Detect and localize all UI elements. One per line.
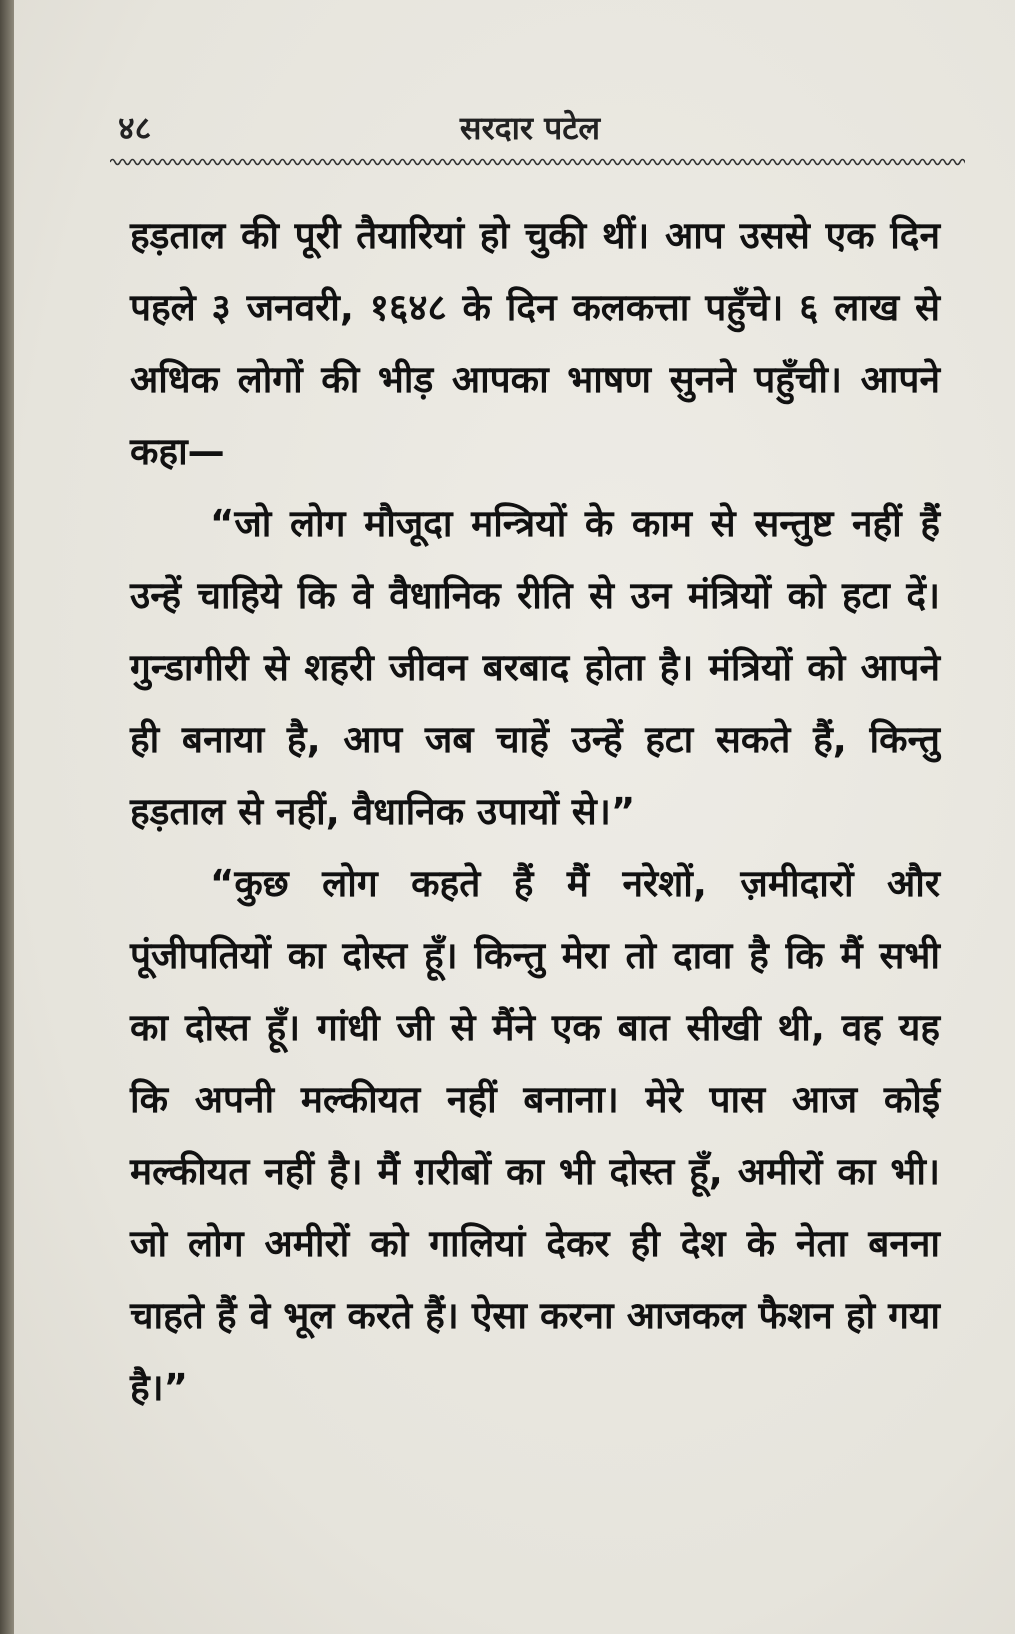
page-header <box>100 98 960 158</box>
running-title: सरदार पटेल <box>459 109 601 147</box>
body-text <box>130 200 940 1424</box>
page-number: ४८ <box>118 109 152 147</box>
paragraph-2-quote: “जो लोग मौजूदा मन्त्रियों के काम से सन्तुष्ट नहीं हैं उन्हें चाहिये कि वे वैधानिक रीति से उन मंत्रियों को हटा दें। गुन्डागीरी से शहरी जीवन बरबाद होता है। मंत्रियों को आपने ही बनाया है, आप जब चाहें उन्हें हटा सकते हैं, किन्तु हड़ताल से नहीं, वैधानिक उपायों से।” <box>130 502 940 833</box>
wavy-divider <box>110 155 965 169</box>
paragraph-3-quote: “कुछ लोग कहते हैं मैं नरेशों, ज़मीदारों और पूंजीपतियों का दोस्त हूँ। किन्तु मेरा तो दावा है कि मैं सभी का दोस्त हूँ। गांधी जी से मैंने एक बात सीखी थी, वह यह कि अपनी मल्कीयत नहीं बनाना। मेरे पास आज कोई मल्कीयत नहीं है। मैं ग़रीबों का भी दोस्त हूँ, अमीरों का भी। जो लोग अमीरों को गालियां देकर ही देश के नेता बनना चाहते हैं वे भूल करते हैं। ऐसा करना आजकल फैशन हो गया है।” <box>130 862 940 1409</box>
page-gutter-shadow <box>0 0 14 1634</box>
paragraph-1: हड़ताल की पूरी तैयारियां हो चुकी थीं। आप उससे एक दिन पहले ३ जनवरी, १६४८ के दिन कलकत्ता पहुँचे। ६ लाख से अधिक लोगों की भीड़ आपका भाषण सुनने पहुँची। आपने कहा— <box>130 214 940 473</box>
